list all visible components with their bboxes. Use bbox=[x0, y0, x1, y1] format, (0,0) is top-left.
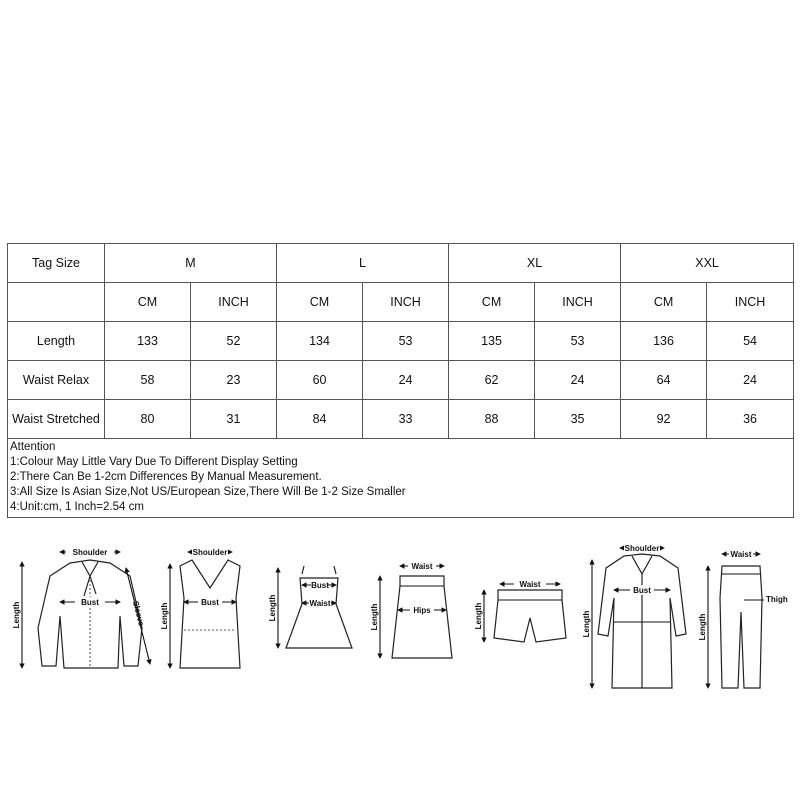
notes-row bbox=[8, 439, 794, 518]
length-label: Length bbox=[12, 601, 21, 629]
shoulder-label: Shoulder bbox=[192, 548, 228, 557]
table-cell: 53 bbox=[535, 322, 621, 361]
table-cell: 84 bbox=[277, 400, 363, 439]
table-cell: 35 bbox=[535, 400, 621, 439]
shorts-diagram bbox=[474, 579, 566, 642]
table-cell: 134 bbox=[277, 322, 363, 361]
tag-size-label: Tag Size bbox=[8, 244, 105, 283]
blouse-diagram bbox=[12, 547, 150, 668]
table-cell: 92 bbox=[621, 400, 707, 439]
length-label: Length bbox=[698, 613, 707, 641]
unit-header-row bbox=[8, 283, 794, 322]
tank-top-diagram bbox=[160, 547, 240, 668]
unit-cm: CM bbox=[621, 283, 707, 322]
notes-cell bbox=[8, 439, 794, 518]
row-label: Waist Stretched bbox=[8, 400, 105, 439]
waist-label: Waist bbox=[730, 550, 752, 559]
note-line: 4:Unit:cm, 1 Inch=2.54 cm bbox=[10, 501, 144, 513]
length-label: Length bbox=[582, 610, 591, 638]
size-xxl-header: XXL bbox=[621, 244, 794, 283]
table-row bbox=[8, 322, 794, 361]
hips-label: Hips bbox=[413, 606, 431, 615]
row-label: Length bbox=[8, 322, 105, 361]
table-cell: 136 bbox=[621, 322, 707, 361]
unit-cm: CM bbox=[105, 283, 191, 322]
table-cell: 60 bbox=[277, 361, 363, 400]
thigh-label: Thigh bbox=[766, 595, 788, 604]
skirt-diagram bbox=[370, 561, 452, 658]
garment-measurement-diagrams bbox=[0, 538, 800, 708]
bust-label: Bust bbox=[201, 598, 219, 607]
shoulder-label: Shoulder bbox=[624, 544, 660, 553]
row-label: Waist Relax bbox=[8, 361, 105, 400]
table-cell: 58 bbox=[105, 361, 191, 400]
unit-inch: INCH bbox=[191, 283, 277, 322]
table-cell: 24 bbox=[707, 361, 794, 400]
length-label: Length bbox=[160, 602, 169, 630]
table-cell: 36 bbox=[707, 400, 794, 439]
bust-label: Bust bbox=[633, 586, 651, 595]
table-cell: 80 bbox=[105, 400, 191, 439]
table-row bbox=[8, 361, 794, 400]
size-chart-table bbox=[7, 243, 794, 518]
notes-heading: Attention bbox=[10, 441, 56, 453]
unit-cm: CM bbox=[449, 283, 535, 322]
table-cell: 64 bbox=[621, 361, 707, 400]
table-cell: 52 bbox=[191, 322, 277, 361]
table-cell: 24 bbox=[535, 361, 621, 400]
unit-inch: INCH bbox=[535, 283, 621, 322]
unit-cm: CM bbox=[277, 283, 363, 322]
unit-inch: INCH bbox=[363, 283, 449, 322]
waist-label: Waist bbox=[519, 580, 541, 589]
bust-label: Bust bbox=[81, 598, 99, 607]
length-label: Length bbox=[474, 602, 483, 630]
note-line: 2:There Can Be 1-2cm Differences By Manual Measurement. bbox=[10, 471, 322, 483]
length-label: Length bbox=[268, 594, 277, 622]
table-cell: 31 bbox=[191, 400, 277, 439]
table-cell: 135 bbox=[449, 322, 535, 361]
note-line: 3:All Size Is Asian Size,Not US/European Size,There Will Be 1-2 Size Smaller bbox=[10, 486, 406, 498]
table-cell: 88 bbox=[449, 400, 535, 439]
coat-diagram bbox=[582, 543, 686, 688]
length-label: Length bbox=[370, 603, 379, 631]
size-l-header: L bbox=[277, 244, 449, 283]
bust-label: Bust bbox=[311, 581, 329, 590]
waist-label: Waist bbox=[411, 562, 433, 571]
size-header-row bbox=[8, 244, 794, 283]
pants-diagram bbox=[698, 549, 788, 688]
size-xl-header: XL bbox=[449, 244, 621, 283]
table-cell: 54 bbox=[707, 322, 794, 361]
sleeve-label: Sleeve bbox=[130, 600, 146, 627]
unit-inch: INCH bbox=[707, 283, 794, 322]
size-m-header: M bbox=[105, 244, 277, 283]
table-cell: 24 bbox=[363, 361, 449, 400]
table-cell: 53 bbox=[363, 322, 449, 361]
note-line: 1:Colour May Little Vary Due To Different Display Setting bbox=[10, 456, 298, 468]
table-cell: 62 bbox=[449, 361, 535, 400]
waist-label: Waist bbox=[309, 599, 331, 608]
table-cell: 33 bbox=[363, 400, 449, 439]
dress-diagram bbox=[268, 566, 352, 648]
table-cell: 23 bbox=[191, 361, 277, 400]
shoulder-label: Shoulder bbox=[72, 548, 108, 557]
table-cell: 133 bbox=[105, 322, 191, 361]
empty-cell bbox=[8, 283, 105, 322]
table-row bbox=[8, 400, 794, 439]
